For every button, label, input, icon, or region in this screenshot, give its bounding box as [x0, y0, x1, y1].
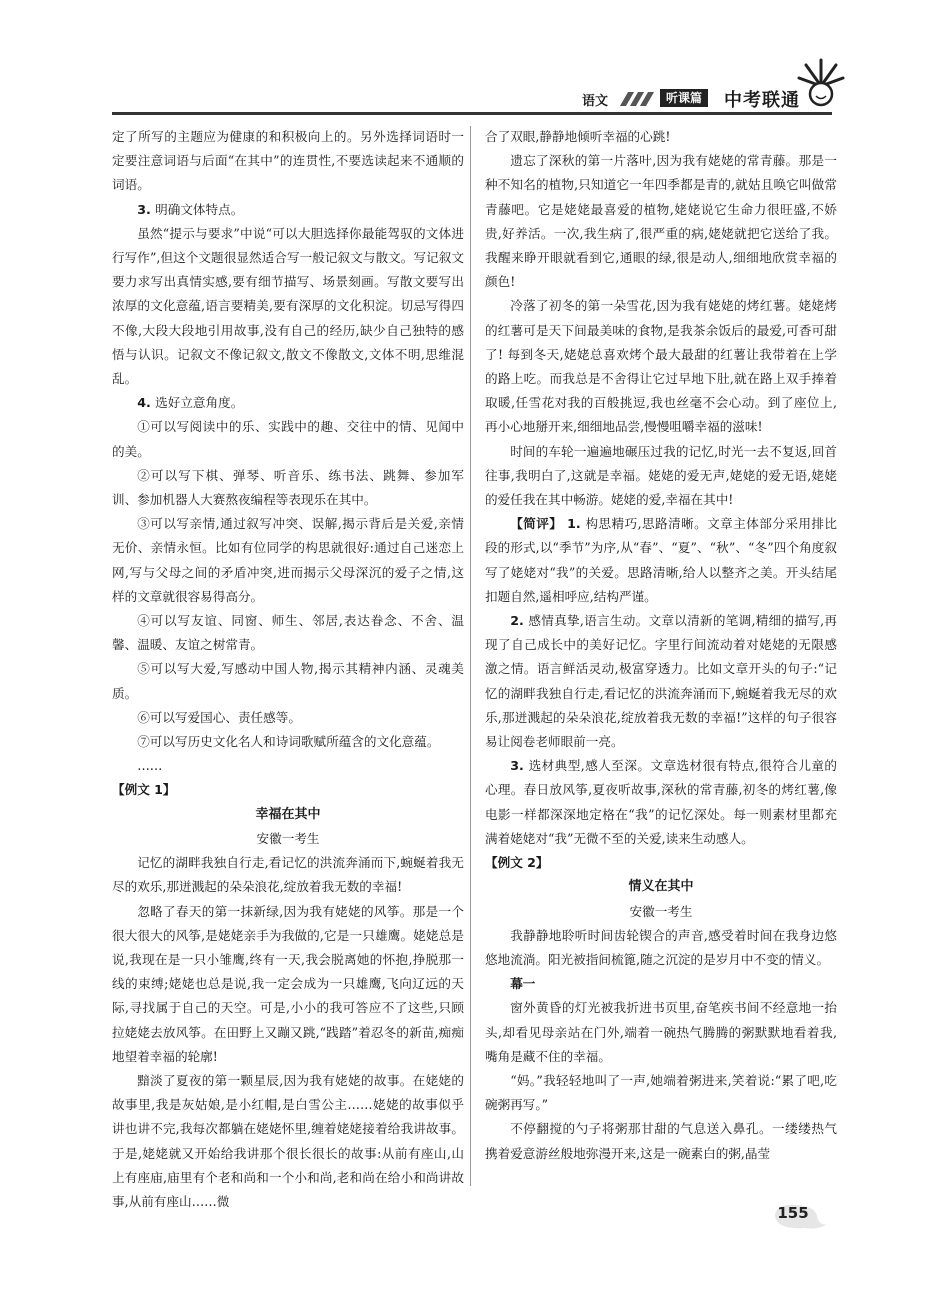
paragraph: 时间的车轮一遍遍地碾压过我的记忆,时光一去不复返,回首往事,我明白了,这就是幸福。姥姥的爱无声,姥姥的爱无语,姥姥的爱任我在其中畅游。姥姥的爱,幸福在其中! — [485, 443, 837, 508]
paragraph-text: 构思精巧,思路清晰。文章主体部分采用排比段的形式,以“季节”为序,从“春”、“夏”、“秋”、“冬”四个角度叙写了姥姥对“我”的关爱。思路清晰,给人以整齐之美。开头结尾扣题自然,遥相呼应,结构严谨。 — [485, 516, 837, 604]
example-label: 【例文 1】 — [112, 782, 176, 798]
paragraph-lead: 【简评】 1. — [510, 516, 586, 532]
paragraph: 冷落了初冬的第一朵雪花,因为我有姥姥的烤红薯。姥姥烤的红薯可是天下间最美味的食物,是我茶余饭后的最爱,可香可甜了! 每到冬天,姥姥总喜欢烤个最大最甜的红薯让我带着在上学的路上吃。而我总是不舍得让它过早地下肚,就在路上双手捧着取暖,任雪花对我的百般挑逗,我也丝毫不会心动。到了座位上,再小心地掰开来,细细地品尝,慢慢咀嚼幸福的滋味! — [485, 298, 837, 435]
paragraph-lead: 4. — [137, 395, 156, 411]
page-header — [112, 82, 842, 118]
paragraph: 合了双眼,静静地倾听幸福的心跳! — [485, 129, 671, 144]
paragraph: 窗外黄昏的灯光被我折进书页里,奋笔疾书间不经意地一抬头,却看见母亲站在门外,端着一碗热气腾腾的粥默默地看着我,嘴角是藏不住的幸福。 — [485, 1000, 837, 1064]
article-title: 幸福在其中 — [255, 806, 321, 822]
header-stripes — [620, 92, 660, 106]
article-title: 情义在其中 — [628, 879, 694, 895]
paragraph — [485, 754, 837, 851]
paragraph-lead: 幕一 — [510, 976, 536, 992]
header-section-badge: 听课篇 — [660, 89, 708, 107]
paragraph: 虽然“提示与要求”中说“可以大胆选择你最能驾驭的文体进行写作”,但这个文题很显然适合写一般记叙文与散文。写记叙文要力求写出真情实感,要有细节描写、场景刻画。写散文要写出浓厚的文化意蕴,语言要精美,要有深厚的文化积淀。切忌写得四不像,大段大段地引用故事,没有自己的经历,缺少自己独特的感悟与认识。记叙文不像记叙文,散文不像散文,文体不明,思维混乱。 — [112, 225, 464, 387]
header-brand: 中考联通 — [724, 90, 800, 111]
paragraph: “妈。”我轻轻地叫了一声,她端着粥进来,笑着说:“累了吧,吃碗粥再写。” — [485, 1072, 837, 1113]
paragraph-text: 选材典型,感人至深。文章选材很有特点,很符合儿童的心理。春日放风筝,夏夜听故事,深秋的常青藤,初冬的烤红薯,像电影一样都深深地定格在“我”的记忆深处。每一则素材里都充满着姥姥对“我”无微不至的关爱,读来生动感人。 — [485, 758, 837, 846]
paragraph: 不停翻搅的勺子将粥那甘甜的气息送入鼻孔。一缕缕热气携着爱意游丝般地弥漫开来,这是一碗素白的粥,晶莹 — [485, 1121, 837, 1161]
right-column — [485, 125, 837, 1166]
left-column — [112, 125, 464, 1214]
paragraph-lead: 2. — [510, 613, 529, 629]
paragraph: 黯淡了夏夜的第一颗星辰,因为我有姥姥的故事。在姥姥的故事里,我是灰姑娘,是小红帽,是白雪公主……姥姥的故事似乎讲也讲不完,我每次都躺在姥姥怀里,缠着姥姥接着给我讲故事。于是,姥姥就又开始给我讲那个很长很长的故事:从前有座山,山上有座庙,庙里有个老和尚和一个小和尚,老和尚在给小和尚讲故事,从前有座山……微 — [112, 1072, 464, 1209]
sun-logo-icon — [796, 56, 846, 116]
header-subject: 语文 — [582, 94, 609, 109]
paragraph: 忽略了春天的第一抹新绿,因为我有姥姥的风筝。那是一个很大很大的风筝,是姥姥亲手为我做的,它是一只雄鹰。姥姥总是说,我现在是一只小雏鹰,终有一天,我会脱离她的怀抱,挣脱那一线的束缚;姥姥也总是说,我一定会成为一只雄鹰,飞向辽远的天际,寻找属于自己的天空。可是,小小的我可答应不了这些,只顾拉姥姥去放风筝。在田野上又蹦又跳,“践踏”着忍冬的新苗,痴痴地望着幸福的轮廓! — [112, 903, 464, 1064]
article-author: 安徽一考生 — [629, 903, 693, 919]
paragraph-lead: 3. — [510, 758, 529, 774]
paragraph-text: 感情真挚,语言生动。文章以清新的笔调,精细的描写,再现了自己成长中的美好记忆。字里行间流动着对姥姥的无限感激之情。语言鲜活灵动,极富穿透力。比如文章开头的句子:“记忆的湖畔我独自行走,看记忆的洪流奔涌而下,蜿蜒着我无尽的欢乐,那迸溅起的朵朵浪花,绽放着我无数的幸福!”这样的句子很容易让阅卷老师眼前一亮。 — [485, 613, 837, 750]
example-label: 【例文 2】 — [485, 855, 549, 871]
paragraph: 我静静地聆听时间齿轮锲合的声音,感受着时间在我身边悠悠地流淌。阳光被指间梳篦,随之沉淀的是岁月中不变的情义。 — [485, 927, 837, 967]
paragraph — [112, 198, 464, 222]
page-number: 155 — [777, 1204, 809, 1222]
paragraph-lead: 3. — [137, 201, 156, 217]
paragraph: ②可以写下棋、弹琴、听音乐、练书法、跳舞、参加军训、参加机器人大赛熬夜编程等表现乐在其中。 — [112, 467, 464, 508]
paragraph — [485, 972, 837, 996]
column-divider — [470, 126, 471, 1186]
article-author: 安徽一考生 — [256, 830, 320, 846]
paragraph: ③可以写亲情,通过叙写冲突、误解,揭示背后是关爱,亲情无价、亲情永恒。比如有位同学的构思就很好:通过自己迷恋上网,写与父母之间的矛盾冲突,进而揭示父母深沉的爱子之情,这样的文章就很容易得高分。 — [112, 516, 464, 604]
paragraph-text: 选好立意角度。 — [155, 395, 244, 411]
paragraph: 遗忘了深秋的第一片落叶,因为我有姥姥的常青藤。那是一种不知名的植物,只知道它一年四季都是青的,就姑且唤它叫做常青藤吧。它是姥姥最喜爱的植物,姥姥说它生命力很旺盛,不娇贵,好养活。一次,我生病了,很严重的病,姥姥就把它送给了我。我醒来睁开眼就看到它,通眼的绿,很是动人,细细地欣赏幸福的颜色! — [485, 153, 837, 290]
paragraph: ⑤可以写大爱,写感动中国人物,揭示其精神内涵、灵魂美质。 — [112, 661, 464, 701]
paragraph-text: 明确文体特点。 — [155, 201, 244, 217]
paragraph — [485, 609, 837, 754]
paragraph: ⑥可以写爱国心、责任感等。 — [137, 709, 301, 725]
paragraph — [485, 512, 837, 609]
paragraph: ⑦可以写历史文化名人和诗词歌赋所蕴含的文化意蕴。 — [137, 734, 440, 750]
paragraph — [112, 391, 464, 415]
paragraph: ①可以写阅读中的乐、实践中的趣、交往中的情、见闻中的美。 — [112, 419, 464, 459]
paragraph: ④可以写友谊、同窗、师生、邻居,表达眷念、不舍、温馨、温暖、友谊之树常青。 — [112, 613, 464, 653]
paragraph: …… — [137, 758, 163, 774]
paragraph: 记忆的湖畔我独自行走,看记忆的洪流奔涌而下,蜿蜒着我无尽的欢乐,那迸溅起的朵朵浪花,绽放着我无数的幸福! — [112, 855, 464, 895]
page-number-badge — [773, 1202, 829, 1230]
paragraph: 定了所写的主题应为健康的和积极向上的。另外选择词语时一定要注意词语与后面“在其中”的连贯性,不要选读起来不通顺的词语。 — [112, 129, 464, 193]
header-rule — [112, 112, 832, 115]
